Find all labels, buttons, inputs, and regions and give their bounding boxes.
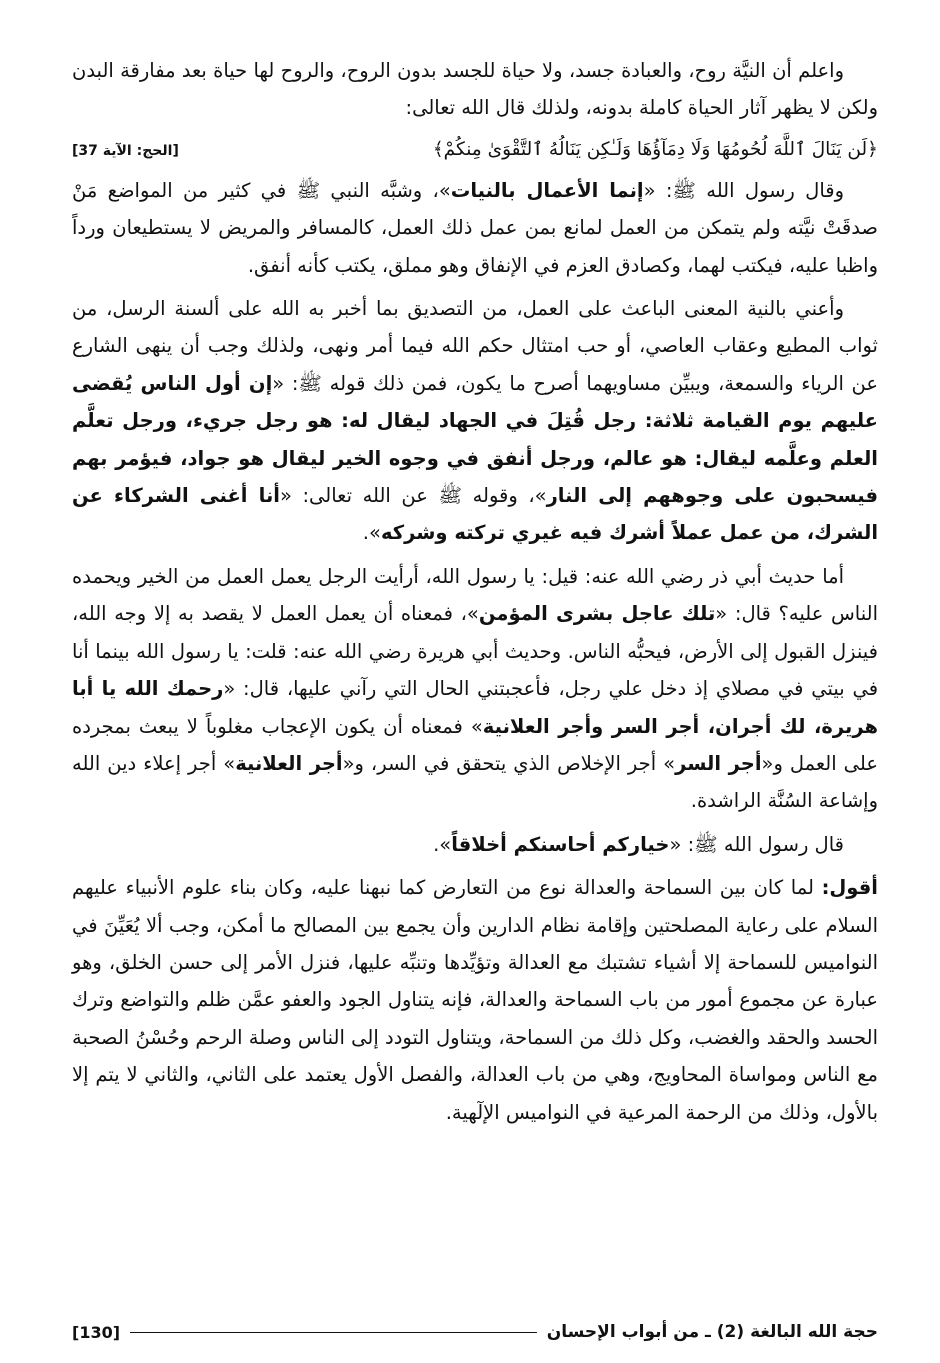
hadith-quote: إنما الأعمال بالنيات xyxy=(450,178,644,202)
hadith-quote: خياركم أحاسنكم أخلاقاً xyxy=(451,832,670,856)
verse-text: ﴿لَن يَنَالَ ٱللَّهَ لُحُومُهَا وَلَا دِمَآؤُهَا وَلَـٰكِن يَنَالُهُ ٱلتَّقْوَىٰ مِنكُمْ﴾ xyxy=(432,138,878,160)
quran-verse xyxy=(72,133,878,168)
paragraph-intention-spirit: واعلم أن النيَّة روح، والعبادة جسد، ولا حياة للجسد بدون الروح، والروح لها حياة بعد مفارقة البدن ولكن لا يظهر آثار الحياة كاملة بدونه، ولذلك قال الله تعالى: xyxy=(72,59,878,120)
paragraph-meaning-of-intention: وأعني بالنية المعنى الباعث على العمل، من التصديق بما أخبر به الله على ألسنة الرسل، من ثواب المطيع وعقاب العاصي، أو حب امتثال حكم الله فيما أمر ونهى، ولذلك وجب أن ينهى الشارع عن الرياء والسمعة، ويبيِّن مساويهما أصرح ما يكون، فمن ذلك قوله ﷺ: «إن أول الناس يُقضى عليهم يوم القيامة ثلاثة: رجل قُتِلَ في الجهاد ليقال له: هو رجل جريء، ورجل تعلَّم العلم وعلَّمه ليقال: هو عالم، ورجل أنفق في وجوه الخير ليقال هو جواد، فيؤمر بهم فيسحبون على وجوههم إلى النار»، وقوله ﷺ عن الله تعالى: «أنا أغنى الشركاء عن الشرك، من عمل عملاً أشرك فيه غيري تركته وشركه». xyxy=(72,297,878,545)
paragraph-best-in-character: قال رسول الله ﷺ: «خياركم أحاسنكم أخلاقاً». xyxy=(433,832,844,856)
running-title: حجة الله البالغة (2) ـ من أبواب الإحسان xyxy=(546,1322,878,1342)
hadith-quote: أجر العلانية xyxy=(235,751,343,775)
footer-rule xyxy=(130,1332,537,1333)
hadith-quote: أجر السر xyxy=(675,751,762,775)
hadith-quote: أنا أغنى الشركاء عن الشرك، من عمل عملاً أشرك فيه غيري تركته وشركه xyxy=(72,484,878,545)
hadith-quote: إن أول الناس يُقضى عليهم يوم القيامة ثلاثة: رجل قُتِلَ في الجهاد ليقال له: هو رجل جريء، ورجل تعلَّم العلم وعلَّمه ليقال: هو عالم، ورجل أنفق في وجوه الخير ليقال هو جواد، فيؤمر بهم فيسحبون على وجوههم إلى النار xyxy=(72,371,878,508)
hadith-quote: رحمك الله يا أبا هريرة، لك أجران، أجر السر وأجر العلانية xyxy=(72,677,878,738)
paragraph-actions-by-intentions: وقال رسول الله ﷺ: «إنما الأعمال بالنيات»، وشبَّه النبي ﷺ في كثير من المواضع مَنْ صدقَتْ نيَّته ولم يتمكن من العمل لمانع بمن عمل ذلك العمل، كالمسافر والمريض لا يستطيعان ورداً واظبا عليه، فيكتب لهما، وكصادق العزم في الإنفاق وهو مملق، يكتب كأنه أنفق. xyxy=(72,178,878,277)
paragraph-abu-dharr-hadith: أما حديث أبي ذر رضي الله عنه: قيل: يا رسول الله، أرأيت الرجل يعمل العمل من الخير ويحمده الناس عليه؟ قال: «تلك عاجل بشرى المؤمن»، فمعناه أن يعمل العمل لا يقصد به إلا وجه الله، فينزل القبول إلى الأرض، فيحبُّه الناس. وحديث أبي هريرة رضي الله عنه: قلت: يا رسول الله بينما أنا في بيتي في مصلاي إذ دخل علي رجل، فأعجبتني الحال التي رآني عليها، قال: «رحمك الله يا أبا هريرة، لك أجران، أجر السر وأجر العلانية» فمعناه أن يكون الإعجاب مغلوباً لا يبعث بمجرده على العمل و«أجر السر» أجر الإخلاص الذي يتحقق في السر، و«أجر العلانية» أجر إعلاء دين الله وإشاعة السُنَّة الراشدة. xyxy=(72,564,879,813)
paragraph-commentary: أقول: لما كان بين السماحة والعدالة نوع من التعارض كما نبهنا عليه، وكان بناء علوم الأنبياء عليهم السلام على رعاية المصلحتين وإقامة نظام الدارين وأن يجمع بين المصالح ما أمكن، وجب ألا يُعَيِّنَ في النواميس للسماحة إلا أشياء تشتبك مع العدالة وتؤيِّدها وتنبِّه عليها، فنزل الأمر إلى حسن الخلق، وهو عبارة عن مجموع أمور من باب السماحة والعدالة، فإنه يتناول الجود والعفو عمَّن ظلم والتواضع وترك الحسد والحقد والغضب، وكل ذلك من السماحة، ويتناول التودد إلى الناس وصلة الرحم وحُسْنُ الصحبة مع الناس ومواساة المحاويج، وهي من باب العدالة، والفصل الأول يعتمد على الثاني، والثاني لا يتم إلا بالأول، وذلك من الرحمة المرعية في النواميس الإلٓهية. xyxy=(72,876,878,1124)
page-number: [130] xyxy=(72,1322,121,1342)
commentary-lead: أقول: xyxy=(821,876,878,900)
page-footer xyxy=(72,1317,878,1347)
hadith-quote: تلك عاجل بشرى المؤمن xyxy=(478,602,716,626)
verse-reference: [الحج: الآية 37] xyxy=(72,142,179,159)
page-body xyxy=(72,52,878,1137)
